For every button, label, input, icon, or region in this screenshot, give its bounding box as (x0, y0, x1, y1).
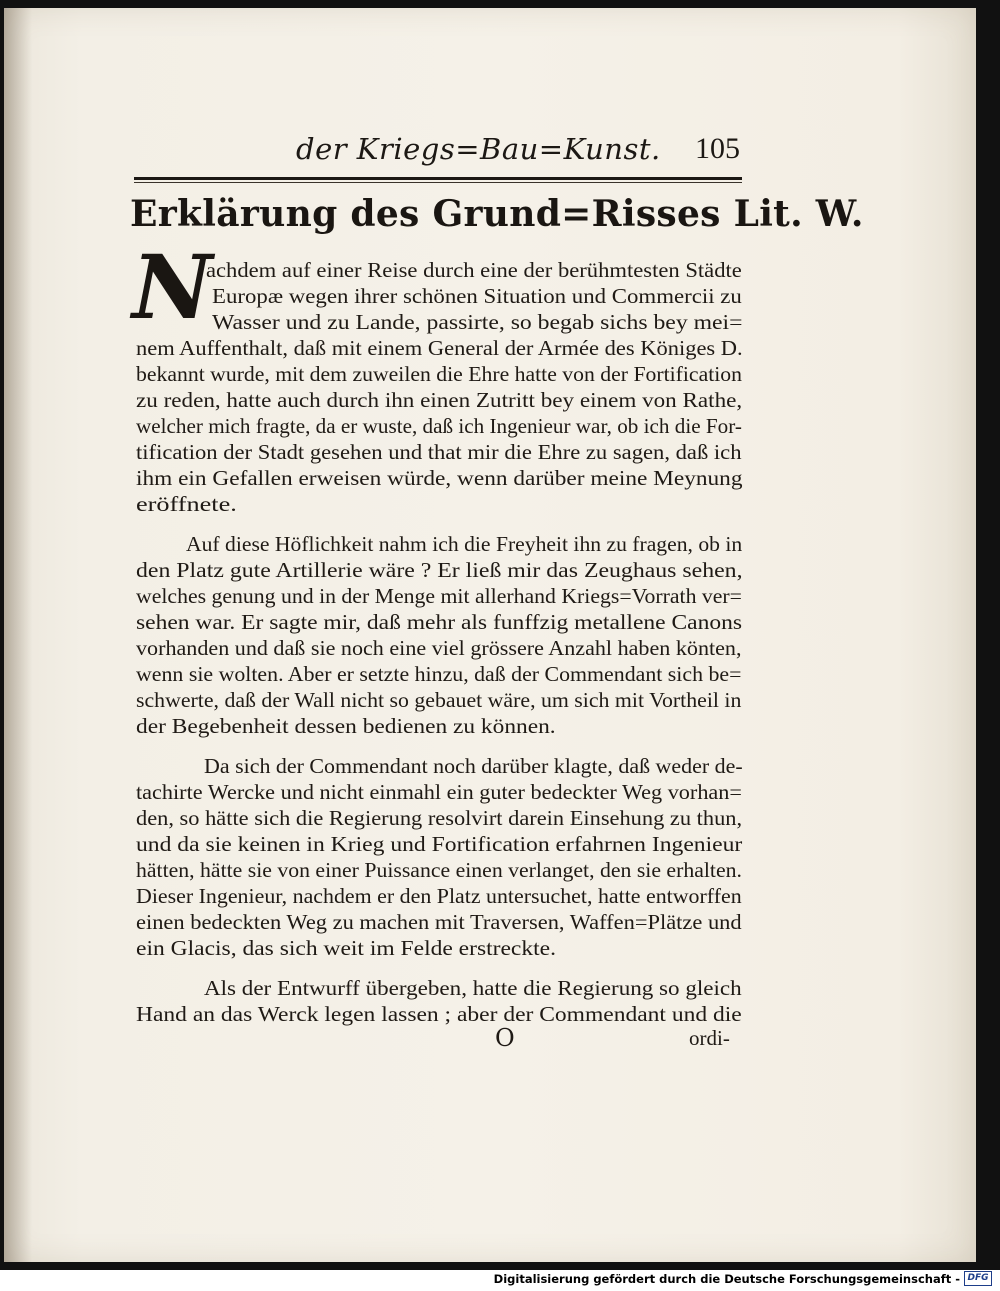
text-line: eröffnete. (136, 492, 237, 516)
text-line: ein Glacis, das sich weit im Felde erstreckte. (136, 936, 556, 960)
text-line: tachirte Wercke und nicht einmahl ein guter bedeckter Weg vorhan= (136, 780, 742, 804)
text-line: Europæ wegen ihrer schönen Situation und Commercii zu (212, 284, 742, 308)
text-line: der Begebenheit dessen bedienen zu können. (136, 714, 556, 738)
text-line: und da sie keinen in Krieg und Fortification erfahrnen Ingenieur (136, 832, 743, 856)
text-line: den, so hätte sich die Regierung resolvirt darein Einsehung zu thun, (136, 806, 743, 830)
text-line: hätten, hätte sie von einer Puissance einen verlanget, den sie erhalten. (136, 858, 742, 882)
text-line: den Platz gute Artillerie wäre ? Er ließ mir das Zeughaus sehen, (136, 558, 743, 582)
text-line: bekannt wurde, mit dem zuweilen die Ehre hatte von der Fortification (136, 362, 742, 386)
chapter-title: Erklärung des Grund=Risses Lit. W. (130, 193, 864, 235)
text-line: zu reden, hatte auch durch ihn einen Zutritt bey einem von Rathe, (136, 388, 743, 412)
text-line: tification der Stadt gesehen und that mir die Ehre zu sagen, daß ich (136, 440, 742, 464)
dfg-logo[interactable]: DFG (964, 1271, 992, 1286)
text-line: nem Auffenthalt, daß mit einem General der Armée des Königes D. (136, 336, 743, 360)
header-rule (134, 177, 742, 180)
drop-cap-initial: N (132, 235, 213, 339)
text-line: Als der Entwurff übergeben, hatte die Regierung so gleich (204, 976, 742, 1000)
text-line: Wasser und zu Lande, passirte, so begab sichs bey mei= (212, 310, 743, 334)
digitization-credit: Digitalisierung gefördert durch die Deutsche Forschungsgemeinschaft - (493, 1272, 960, 1286)
text-line: Dieser Ingenieur, nachdem er den Platz untersuchet, hatte entworffen (136, 884, 742, 908)
text-line: ihm ein Gefallen erweisen würde, wenn darüber meine Meynung (136, 466, 743, 490)
signature-mark: O (495, 1024, 515, 1052)
header-rule-thin (134, 182, 742, 183)
text-line: einen bedeckten Weg zu machen mit Traversen, Waffen=Plätze und (136, 910, 742, 934)
text-line: Hand an das Werck legen lassen ; aber der Commendant und die (136, 1002, 742, 1026)
text-line: schwerte, daß der Wall nicht so gebauet wäre, um sich mit Vortheil in (136, 688, 742, 712)
text-line: vorhanden und daß sie noch eine viel grössere Anzahl haben könten, (136, 636, 742, 660)
spine-shadow (4, 8, 32, 1262)
text-line: welches genung und in der Menge mit allerhand Kriegs=Vorrath ver= (136, 584, 742, 608)
text-line: Auf diese Höflichkeit nahm ich die Freyheit ihn zu fragen, ob in (186, 532, 743, 556)
page-number: 105 (695, 132, 740, 165)
catchword: ordi- (689, 1026, 730, 1050)
text-line: Da sich der Commendant noch darüber klagte, daß weder de- (204, 754, 743, 778)
running-title: der Kriegs=Bau=Kunst. (296, 132, 661, 166)
text-line: wenn sie wolten. Aber er setzte hinzu, daß der Commendant sich be= (136, 662, 742, 686)
text-line: sehen war. Er sagte mir, daß mehr als funffzig metallene Canons (136, 610, 743, 634)
text-line: welcher mich fragte, da er wuste, daß ich Ingenieur war, ob ich die For- (136, 414, 742, 438)
text-line: achdem auf einer Reise durch eine der berühmtesten Städte (206, 258, 742, 282)
running-head (130, 128, 742, 174)
